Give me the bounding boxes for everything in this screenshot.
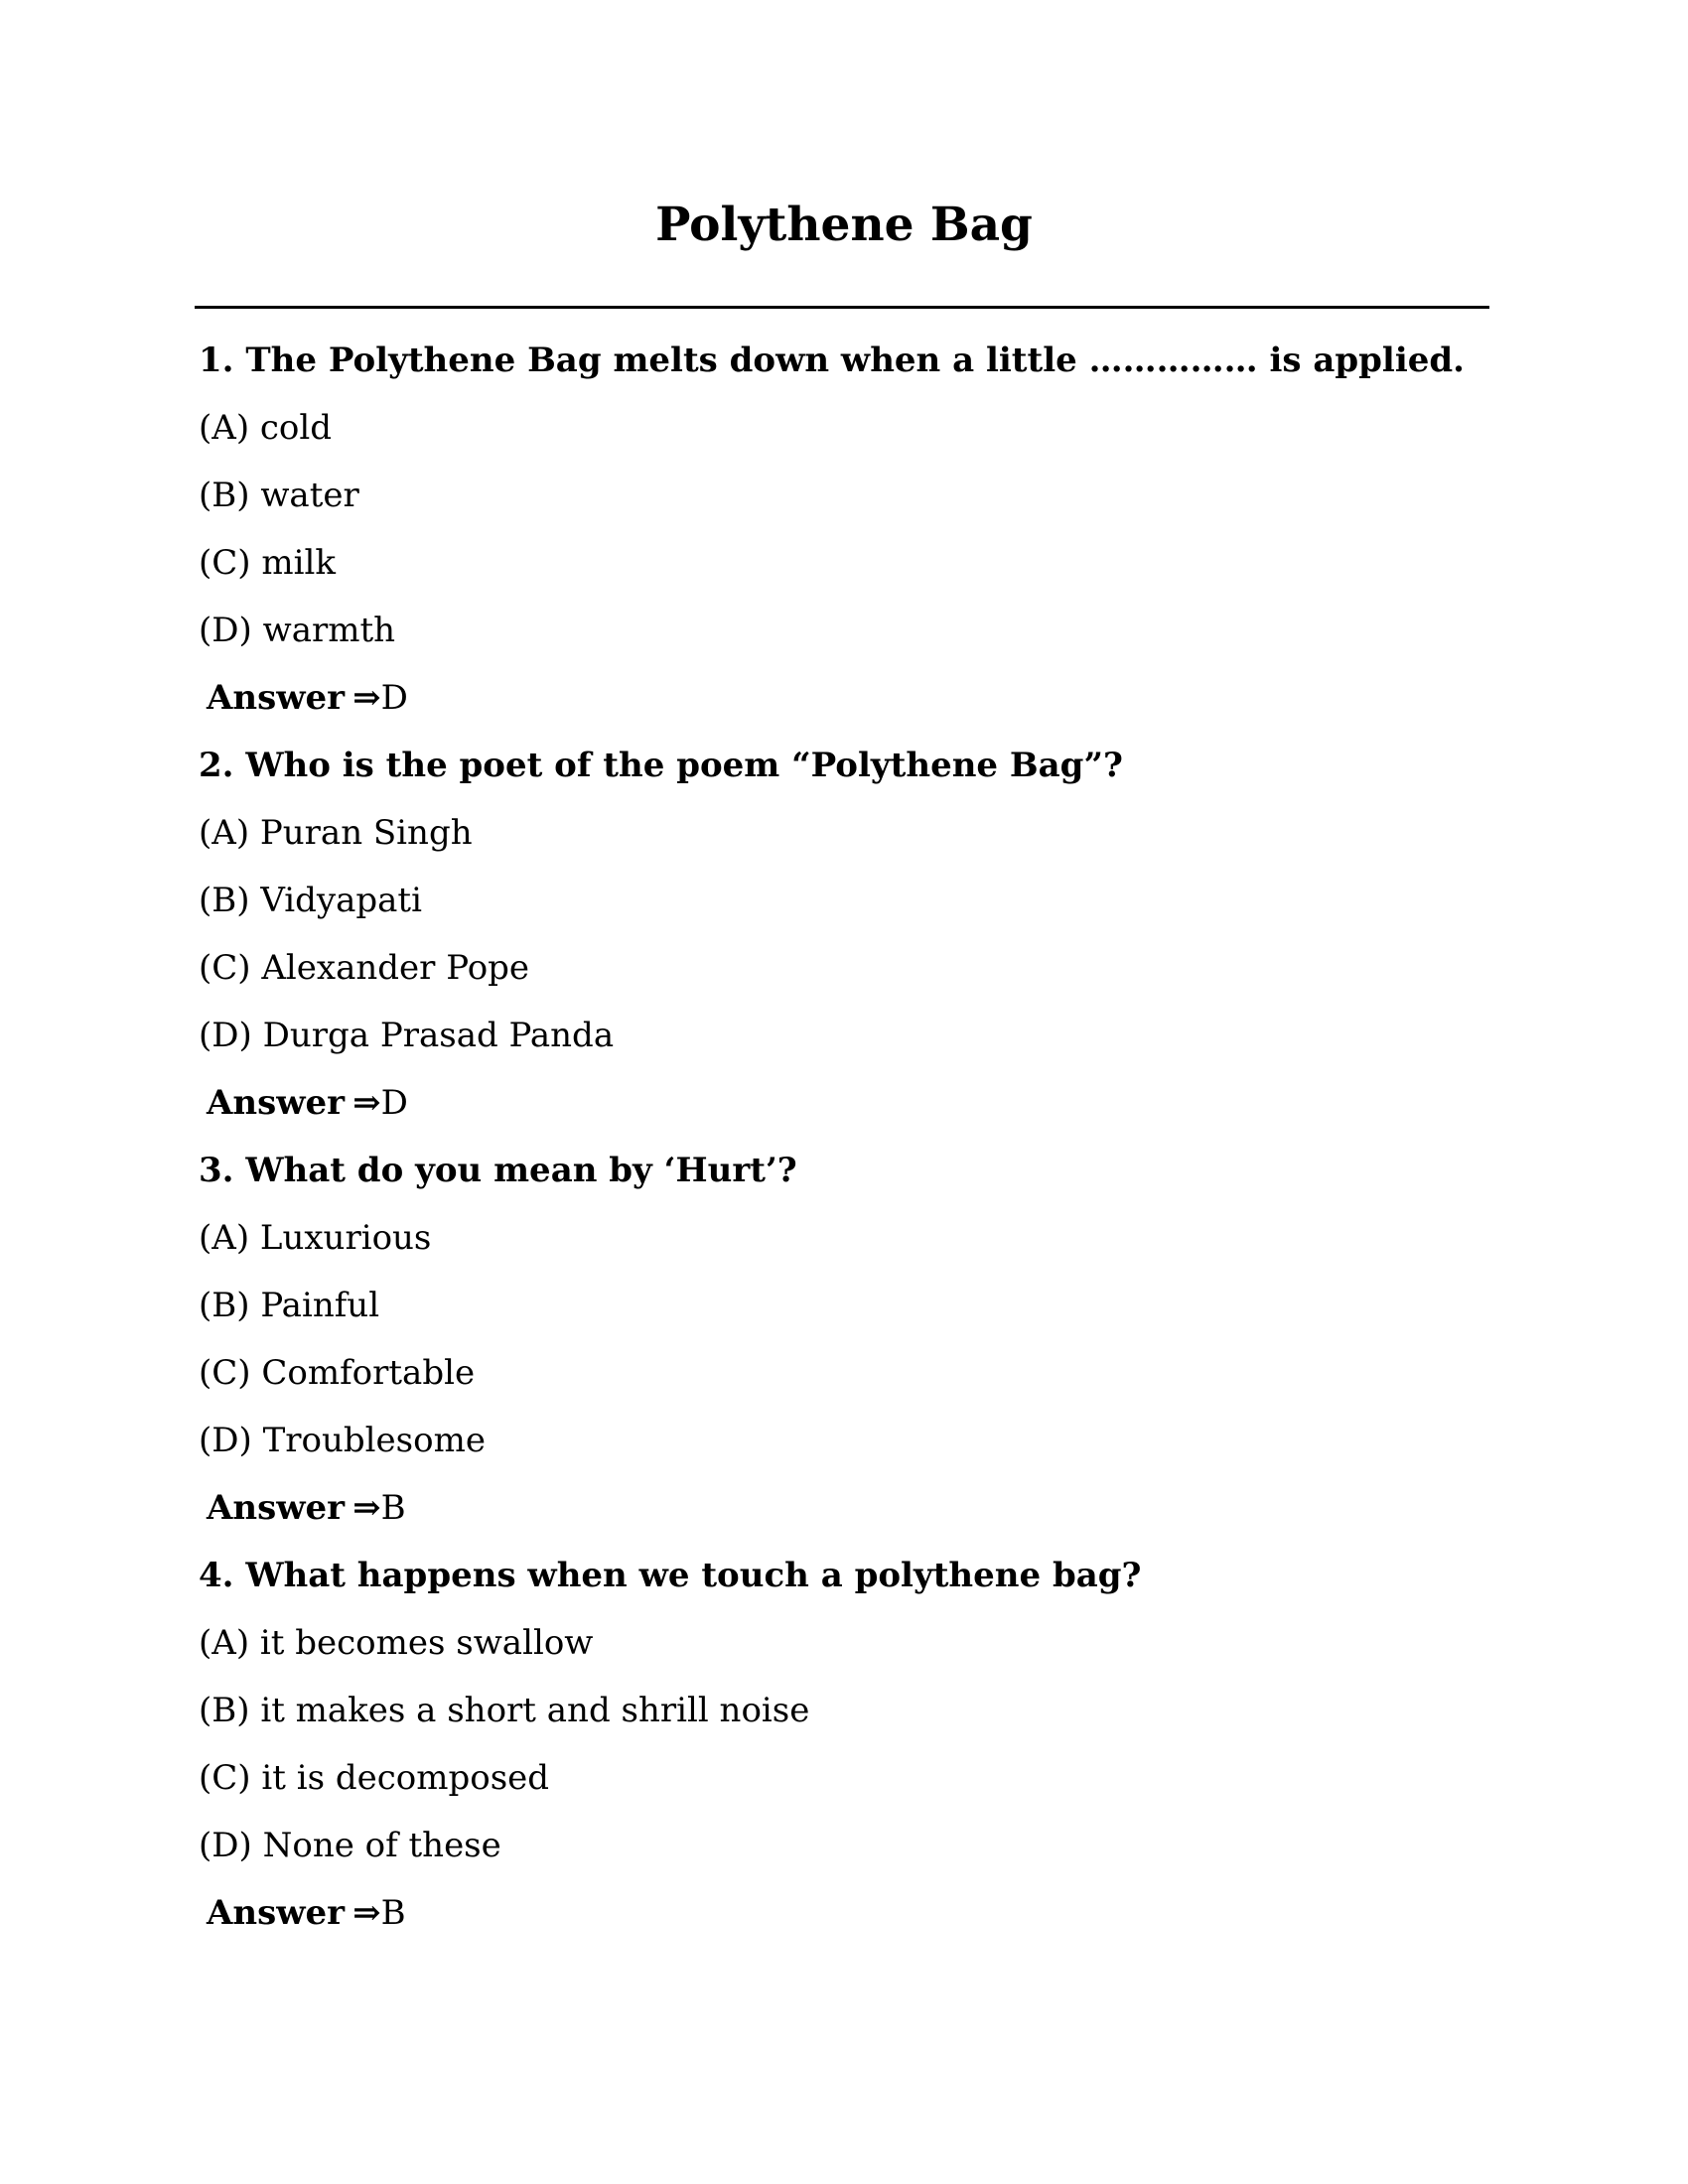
option-a: (A) Luxurious <box>199 1218 432 1258</box>
answer-line <box>199 664 1489 732</box>
right-arrow-icon: ⇒ <box>352 1488 381 1528</box>
question-block-2 <box>199 732 1489 1137</box>
answer-label: Answer <box>207 1083 346 1123</box>
option-b: (B) Painful <box>199 1286 380 1325</box>
right-arrow-icon: ⇒ <box>352 678 381 718</box>
question-block-4 <box>199 1542 1489 1947</box>
option-d: (D) warmth <box>199 611 396 650</box>
answer-value: B <box>380 1893 406 1933</box>
option-a: (A) cold <box>199 408 333 448</box>
option-b: (B) it makes a short and shrill noise <box>199 1691 810 1730</box>
right-arrow-icon: ⇒ <box>352 1893 381 1933</box>
option-d: (D) Durga Prasad Panda <box>199 1016 615 1055</box>
option-b: (B) Vidyapati <box>199 881 422 920</box>
option-d: (D) None of these <box>199 1826 501 1865</box>
question-block-3 <box>199 1137 1489 1542</box>
answer-label: Answer <box>207 1488 346 1528</box>
title-divider <box>195 306 1489 309</box>
question-text: 4. What happens when we touch a polythene bag? <box>199 1556 1142 1595</box>
answer-line <box>199 1879 1489 1947</box>
answer-value: B <box>380 1488 406 1528</box>
option-c: (C) it is decomposed <box>199 1758 550 1798</box>
answer-value: D <box>380 1083 408 1123</box>
right-arrow-icon: ⇒ <box>352 1083 381 1123</box>
question-text: 3. What do you mean by ‘Hurt’? <box>199 1151 797 1190</box>
answer-line <box>199 1474 1489 1542</box>
option-b: (B) water <box>199 476 359 515</box>
option-a: (A) it becomes swallow <box>199 1623 594 1663</box>
option-c: (C) Comfortable <box>199 1353 476 1393</box>
option-d: (D) Troublesome <box>199 1421 486 1460</box>
question-list <box>199 327 1489 1947</box>
question-block-1 <box>199 327 1489 732</box>
question-text: 2. Who is the poet of the poem “Polythene Bag”? <box>199 746 1123 785</box>
option-c: (C) milk <box>199 543 336 583</box>
answer-label: Answer <box>207 1893 346 1933</box>
page-title: Polythene Bag <box>655 198 1033 252</box>
option-c: (C) Alexander Pope <box>199 948 530 988</box>
answer-label: Answer <box>207 678 346 718</box>
answer-value: D <box>380 678 408 718</box>
question-text: 1. The Polythene Bag melts down when a little …………… is applied. <box>199 341 1465 380</box>
option-a: (A) Puran Singh <box>199 813 473 853</box>
answer-line <box>199 1069 1489 1137</box>
